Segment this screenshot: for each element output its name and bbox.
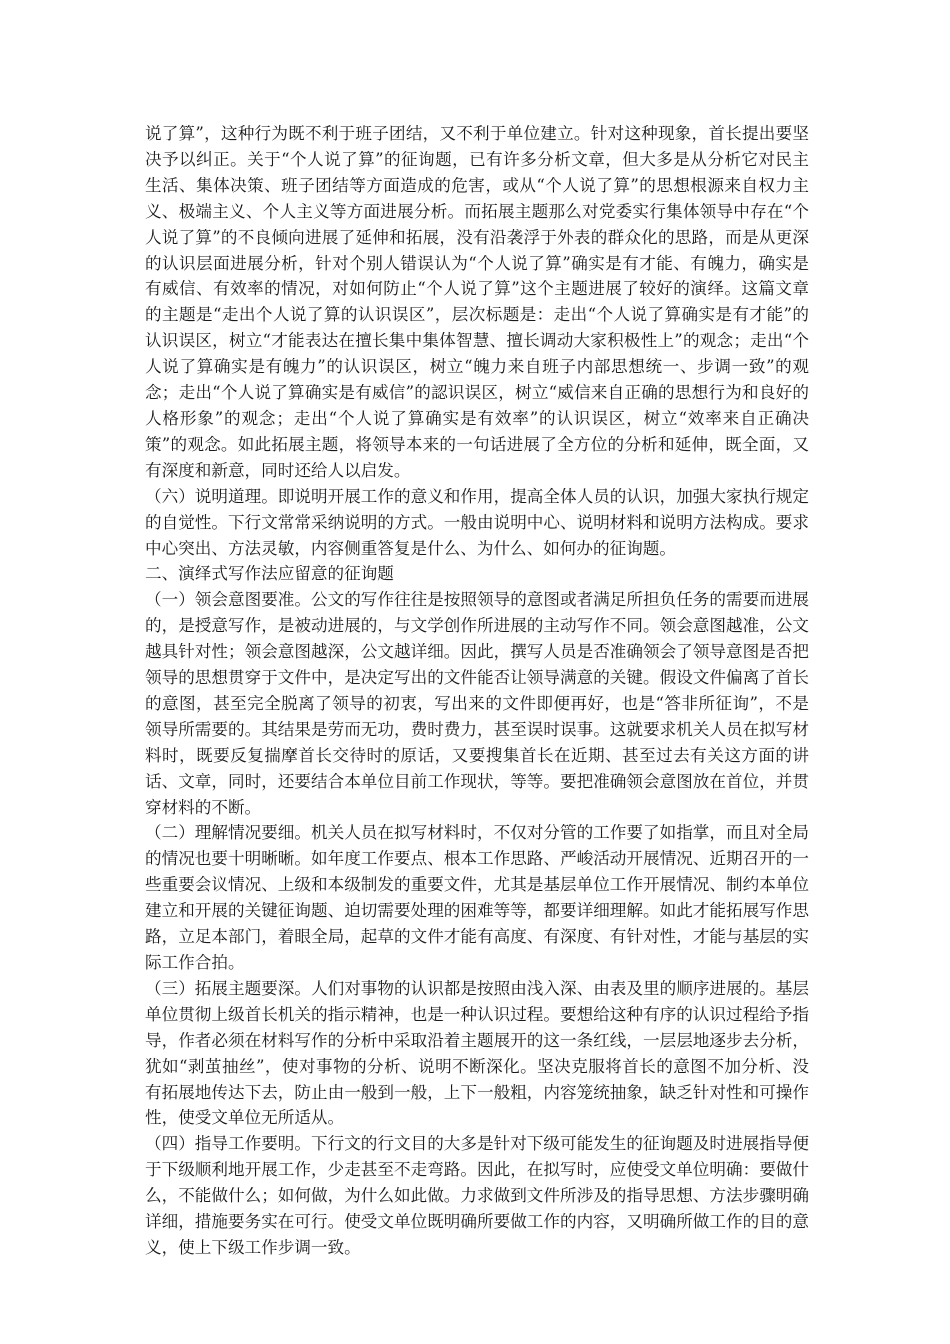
paragraph-clear-guidance: （四）指导工作要明。下行文的行文目的大多是针对下级可能发生的征询题及时进展指导便于下级顺利地开展工作，少走甚至不走弯路。因此，在拟写时，应使受文单位明确：要做什么，不能做什么；如何做，为什么如此做。力求做到文件所涉及的指导思想、方法步骤明确详细，措施要务实在可行。使受文单位既明确所要做工作的内容，又明确所做工作的目的意义，使上下级工作步调一致。 bbox=[145, 1134, 809, 1257]
section-heading: 二、演绎式写作法应留意的征询题 bbox=[145, 564, 394, 584]
paragraph-understand-situation: （二）理解情况要细。机关人员在拟写材料时，不仅对分管的工作要了如指掌，而且对全局的情况也要十明晰晰。如年度工作要点、根本工作思路、严峻活动开展情况、近期召开的一些重要会议情况、上级和本级制发的重要文件，尤其是基层单位工作开展情况、制约本单位建立和开展的关键征询题、迫切需要处理的困难等等，都要详细理解。如此才能拓展写作思路，立足本部门，着眼全局，起草的文件才能有高度、有深度、有针对性，才能与基层的实际工作合拍。 bbox=[145, 823, 809, 972]
paragraph-explain-reasoning: （六）说明道理。即说明开展工作的意义和作用，提高全体人员的认识，加强大家执行规定的自觉性。下行文常常采纳说明的方式。一般由说明中心、说明材料和说明方法构成。要求中心突出、方法灵敏，内容侧重答复是什么、为什么、如何办的征询题。 bbox=[145, 486, 809, 558]
paragraph-grasp-intent: （一）领会意图要准。公文的写作往往是按照领导的意图或者满足所担负任务的需要而进展的，是授意写作，是被动进展的，与文学创作所进展的主动写作不同。领会意图越准，公文越具针对性；领会意图越深，公文越详细。因此，撰写人员是否准确领会了领导意图是否把领导的思想贯穿于文件中，是决定写出的文件能否让领导满意的关键。假设文件偏离了首长的意图，甚至完全脱离了领导的初衷，写出来的文件即便再好，也是“答非所征询”，不是领导所需要的。其结果是劳而无功，费时费力，甚至误时误事。这就要求机关人员在拟写材料时，既要反复揣摩首长交待时的原话，又要搜集首长在近期、甚至过去有关这方面的讲话、文章，同时，还要结合本单位目前工作现状，等等。要把准确领会意图放在首位，并贯穿材料的不断。 bbox=[145, 590, 809, 817]
paragraph-deepen-theme: （三）拓展主题要深。人们对事物的认识都是按照由浅入深、由表及里的顺序进展的。基层单位贯彻上级首长机关的指示精神，也是一种认识过程。要想给这种有序的认识过程给予指导，作者必须在材料写作的分析中采取沿着主题展开的这一条红线，一层层地逐步去分析，犹如“剥茧抽丝”，使对事物的分析、说明不断深化。坚决克服将首长的意图不加分析、没有拓展地传达下去，防止由一般到一般，上下一般粗，内容笼统抽象，缺乏针对性和可操作性，使受文单位无所适从。 bbox=[145, 978, 809, 1128]
document-body bbox=[145, 121, 809, 1261]
paragraph-topic-expansion: 说了算”，这种行为既不利于班子团结，又不利于单位建立。针对这种现象，首长提出要坚决予以纠正。关于“个人说了算”的征询题，已有许多分析文章，但大多是从分析它对民主生活、集体决策、班子团结等方面造成的危害，或从“个人说了算”的思想根源来自权力主义、极端主义、个人主义等方面进展分析。而拓展主题那么对党委实行集体领导中存在“个人说了算”的不良倾向进展了延伸和拓展，没有沿袭浮于外表的群众化的思路，而是从更深的认识层面进展分析，针对个别人错误认为“个人说了算”确实是有才能、有魄力，确实是有威信、有效率的情况，对如何防止“个人说了算”这个主题进展了较好的演绎。这篇文章的主题是“走出个人说了算的认识误区”，层次标题是：走出“个人说了算确实是有才能”的认识误区，树立“才能表达在擅长集中集体智慧、擅长调动大家积极性上”的观念；走出“个人说了算确实是有魄力”的认识误区，树立“魄力来自班子内部思想统一、步调一致”的观念；走出“个人说了算确实是有威信”的認识误区，树立“威信来自正确的思想行为和良好的人格形象”的观念；走出“个人说了算确实是有效率”的认识误区，树立“效率来自正确决策”的观念。如此拓展主题，将领导本来的一句话进展了全方位的分析和延伸，既全面，又有深度和新意，同时还给人以启发。 bbox=[145, 124, 809, 480]
